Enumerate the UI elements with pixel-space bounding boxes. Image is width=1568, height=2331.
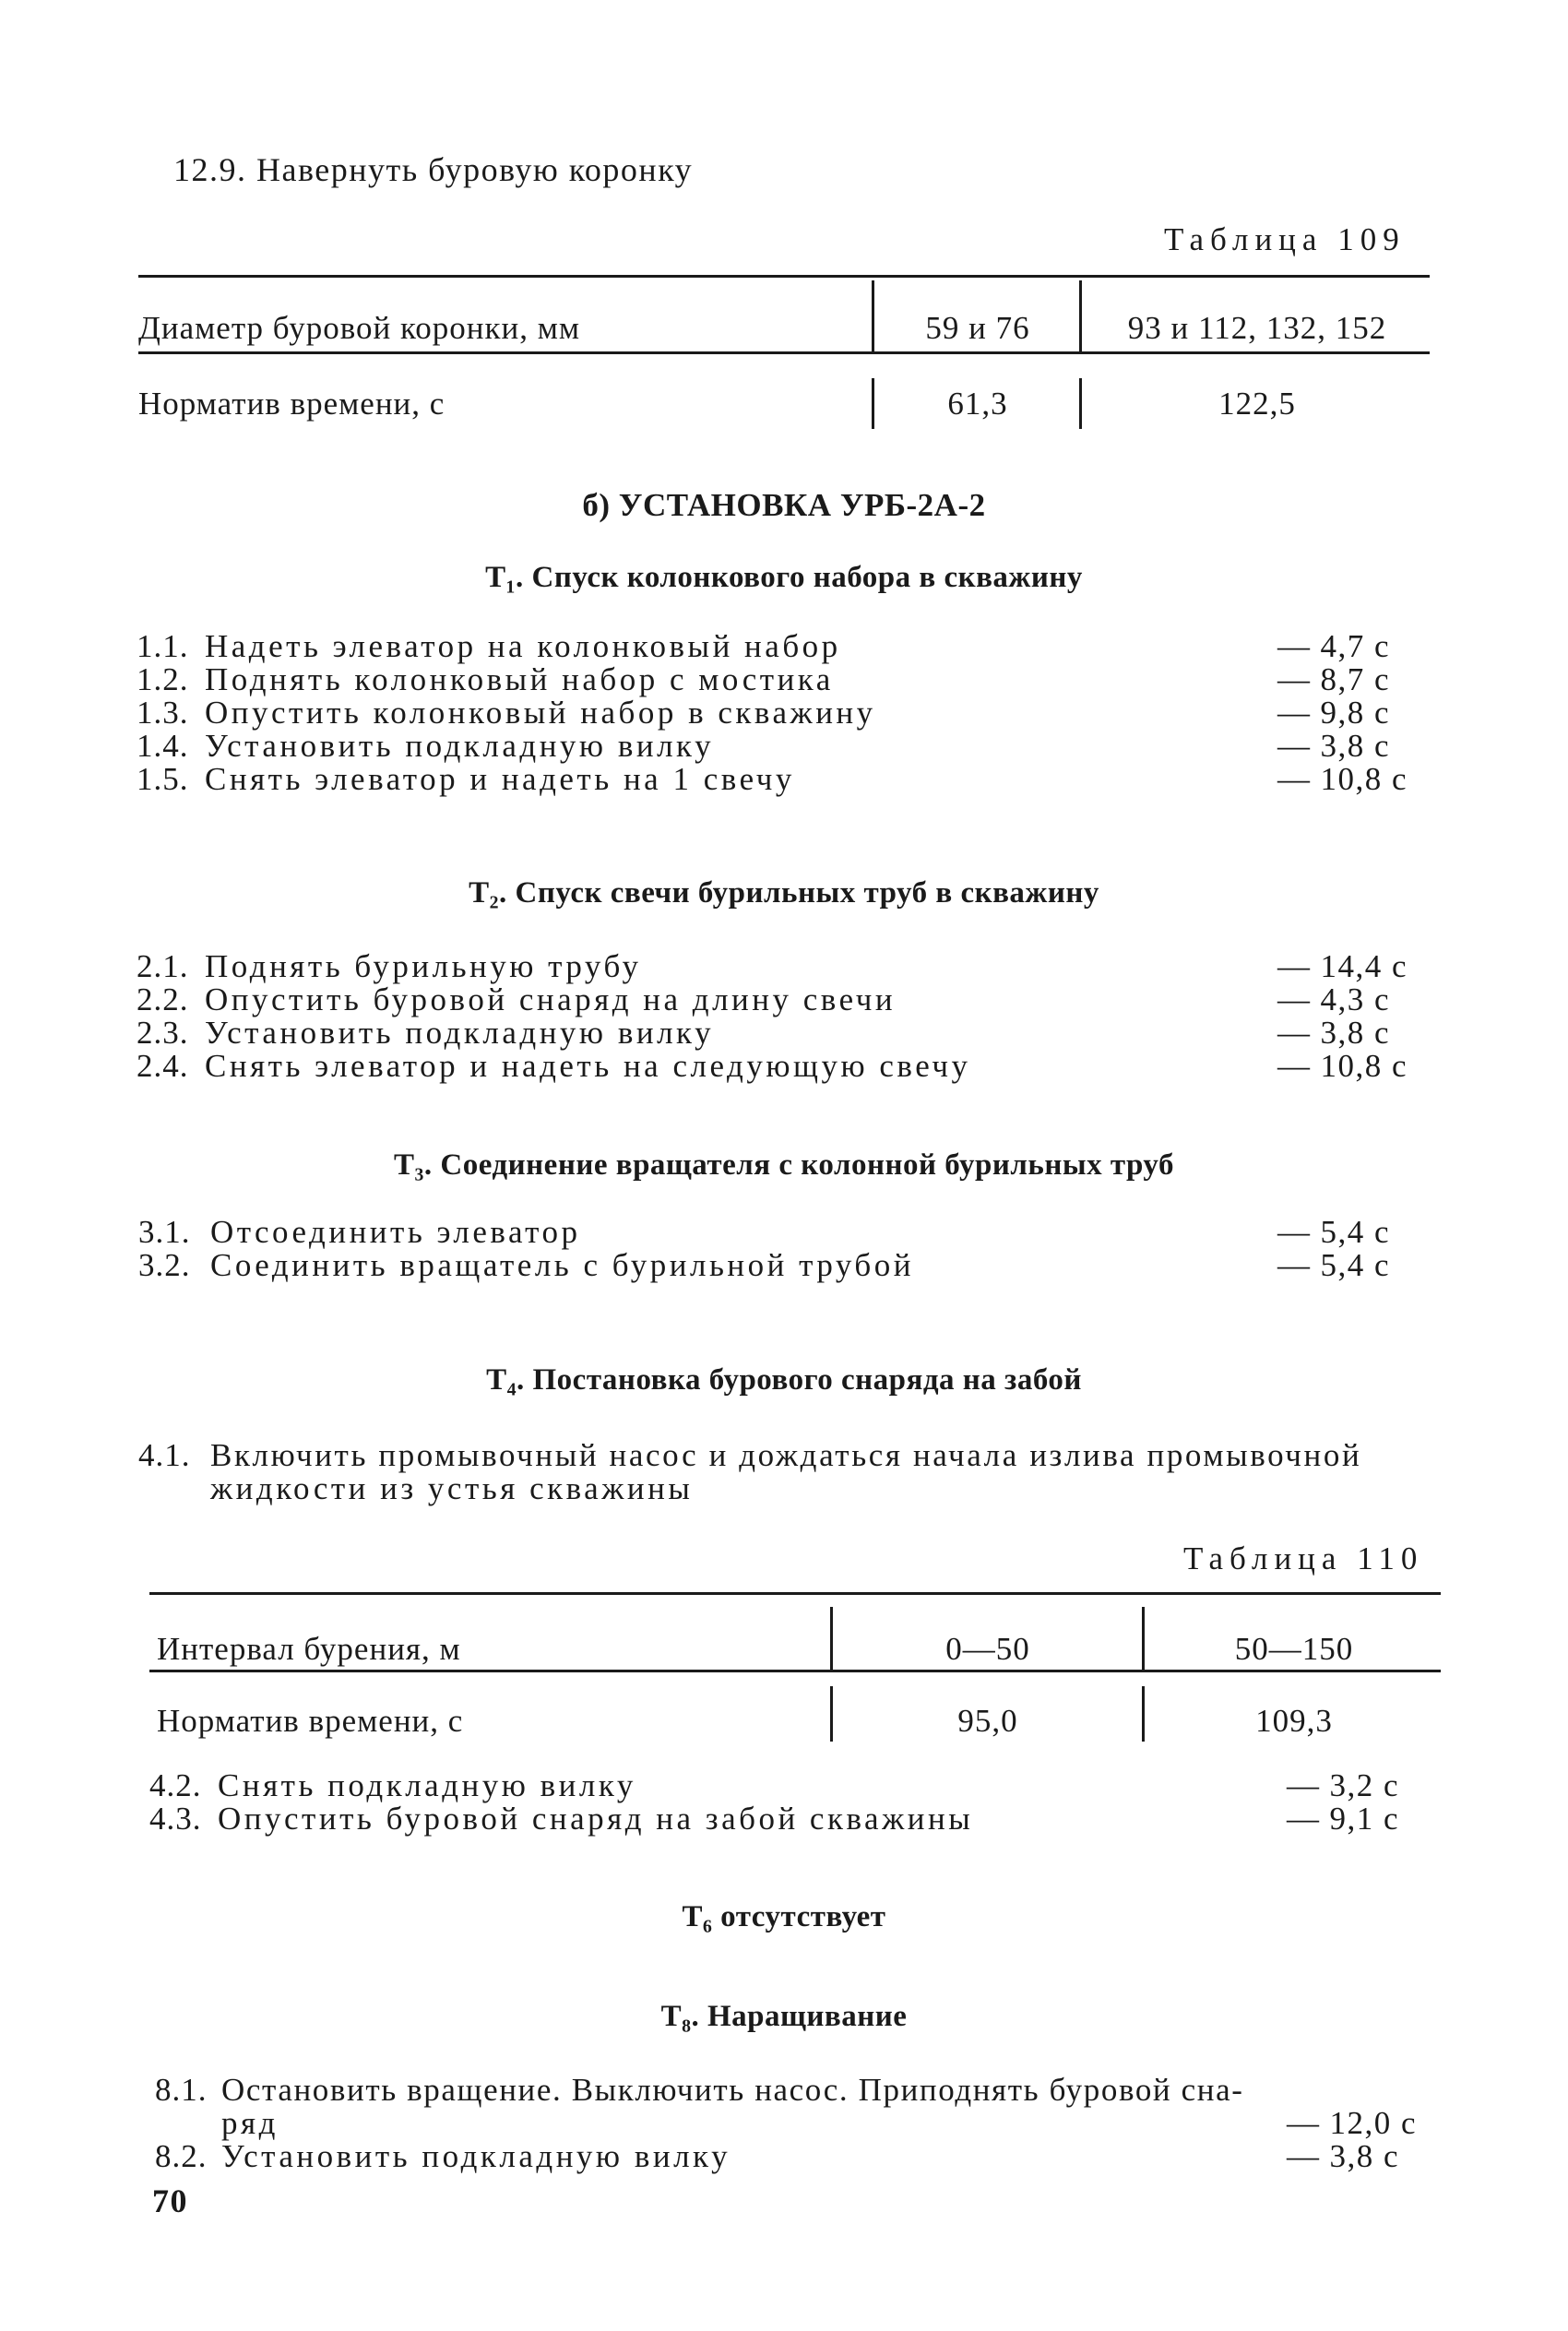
table-110-header-label: Интервал бурения, м xyxy=(157,1631,461,1667)
t1-item-time: — 4,7 с xyxy=(1277,628,1391,664)
t3-item-num: 3.1. xyxy=(138,1214,191,1250)
t8-item-81-time: — 12,0 с xyxy=(1287,2105,1418,2141)
t1-item-num: 1.3. xyxy=(137,695,189,731)
table-110-col-divider-2 xyxy=(1142,1607,1145,1671)
t6-title: T₆ отсутствует xyxy=(682,1900,886,1933)
table-110-row-col2: 109,3 xyxy=(1255,1703,1333,1739)
t1-item-num: 1.5. xyxy=(137,761,189,797)
table-110-header-col2: 50—150 xyxy=(1234,1631,1354,1667)
t3-item-time: — 5,4 с xyxy=(1277,1214,1391,1250)
table-109-row-col2: 122,5 xyxy=(1218,386,1296,422)
t1-item-text: Поднять колонковый набор с мостика xyxy=(205,661,834,697)
item-12-9: 12.9. Навернуть буровую коронку xyxy=(173,151,694,188)
t2-item-time: — 14,4 с xyxy=(1277,948,1408,984)
table-110-col-divider-4 xyxy=(1142,1686,1145,1742)
t8-item-81-line1: Остановить вращение. Выключить насос. Приподнять буровой сна- xyxy=(221,2072,1244,2108)
t2-item-time: — 10,8 с xyxy=(1277,1048,1408,1084)
t4-title: T₄. Постановка бурового снаряда на забой xyxy=(486,1363,1082,1397)
t1-item-time: — 8,7 с xyxy=(1277,661,1391,697)
t2-title: T₂. Спуск свечи бурильных труб в скважину xyxy=(469,876,1099,910)
t1-item-time: — 9,8 с xyxy=(1277,695,1391,731)
t4-item-time: — 9,1 с xyxy=(1287,1801,1400,1837)
t4-item-time: — 3,2 с xyxy=(1287,1767,1400,1803)
t3-item-time: — 5,4 с xyxy=(1277,1247,1391,1283)
t4-item-text: Снять подкладную вилку xyxy=(218,1767,636,1803)
table-110-row-col1: 95,0 xyxy=(957,1703,1018,1739)
t8-item-81-line2: ряд xyxy=(221,2105,279,2141)
t3-item-text: Соединить вращатель с бурильной трубой xyxy=(210,1247,914,1283)
t4-item-num: 4.2. xyxy=(149,1767,202,1803)
table-109-row-label: Норматив времени, с xyxy=(138,386,445,422)
t2-item-num: 2.4. xyxy=(137,1048,189,1084)
t8-item-82-num: 8.2. xyxy=(155,2138,208,2174)
t4-item-41-line2: жидкости из устья скважины xyxy=(210,1470,694,1506)
t4-item-41-line1: Включить промывочный насос и дождаться начала излива промывочной xyxy=(210,1437,1362,1473)
t8-item-82-time: — 3,8 с xyxy=(1287,2138,1400,2174)
t4-item-text: Опустить буровой снаряд на забой скважины xyxy=(218,1801,974,1837)
t2-item-text: Снять элеватор и надеть на следующую свечу xyxy=(205,1048,971,1084)
t3-item-num: 3.2. xyxy=(138,1247,191,1283)
table-109-col-divider-1 xyxy=(872,280,874,354)
table-110-col-divider-1 xyxy=(830,1607,833,1671)
t1-item-num: 1.2. xyxy=(137,661,189,697)
t1-item-text: Снять элеватор и надеть на 1 свечу xyxy=(205,761,795,797)
t2-item-num: 2.3. xyxy=(137,1015,189,1051)
table-109-header-rule xyxy=(138,351,1430,354)
section-title: б) УСТАНОВКА УРБ-2А-2 xyxy=(582,487,986,523)
table-109-header-label: Диаметр буровой коронки, мм xyxy=(138,310,581,346)
table-110-header-rule xyxy=(149,1670,1441,1672)
t3-title: T₃. Соединение вращателя с колонной бурильных труб xyxy=(394,1148,1174,1182)
table-109-col-divider-4 xyxy=(1079,378,1082,429)
t8-title: T₈. Наращивание xyxy=(660,2000,908,2033)
t1-item-text: Установить подкладную вилку xyxy=(205,728,715,764)
t1-item-num: 1.1. xyxy=(137,628,189,664)
t1-item-time: — 10,8 с xyxy=(1277,761,1408,797)
t1-item-text: Надеть элеватор на колонковый набор xyxy=(205,628,841,664)
table-110-top-rule xyxy=(149,1592,1441,1595)
table-109-row-col1: 61,3 xyxy=(947,386,1008,422)
t3-item-text: Отсоединить элеватор xyxy=(210,1214,581,1250)
t2-item-time: — 3,8 с xyxy=(1277,1015,1391,1051)
table-110-caption: Таблица 110 xyxy=(1183,1540,1424,1576)
t8-item-82-text: Установить подкладную вилку xyxy=(221,2138,731,2174)
t2-item-text: Установить подкладную вилку xyxy=(205,1015,715,1051)
table-109-col-divider-3 xyxy=(872,378,874,429)
t2-item-time: — 4,3 с xyxy=(1277,981,1391,1017)
t2-item-num: 2.2. xyxy=(137,981,189,1017)
t8-item-81-num: 8.1. xyxy=(155,2072,208,2108)
t4-item-num: 4.3. xyxy=(149,1801,202,1837)
table-110-row-label: Норматив времени, с xyxy=(157,1703,464,1739)
table-109-header-col1: 59 и 76 xyxy=(925,310,1030,346)
page-number: 70 xyxy=(152,2182,188,2219)
table-109-header-col2: 93 и 112, 132, 152 xyxy=(1127,310,1387,346)
table-109-caption: Таблица 109 xyxy=(1164,221,1406,257)
table-109-top-rule xyxy=(138,275,1430,278)
t1-item-time: — 3,8 с xyxy=(1277,728,1391,764)
table-110-header-col1: 0—50 xyxy=(945,1631,1030,1667)
table-109-col-divider-2 xyxy=(1079,280,1082,354)
table-110-col-divider-3 xyxy=(830,1686,833,1742)
t2-item-num: 2.1. xyxy=(137,948,189,984)
t4-item-41-num: 4.1. xyxy=(138,1437,191,1473)
t2-item-text: Опустить буровой снаряд на длину свечи xyxy=(205,981,897,1017)
t1-item-text: Опустить колонковый набор в скважину xyxy=(205,695,876,731)
t1-title: T₁. Спуск колонкового набора в скважину xyxy=(485,561,1083,594)
t2-item-text: Поднять бурильную трубу xyxy=(205,948,642,984)
t1-item-num: 1.4. xyxy=(137,728,189,764)
